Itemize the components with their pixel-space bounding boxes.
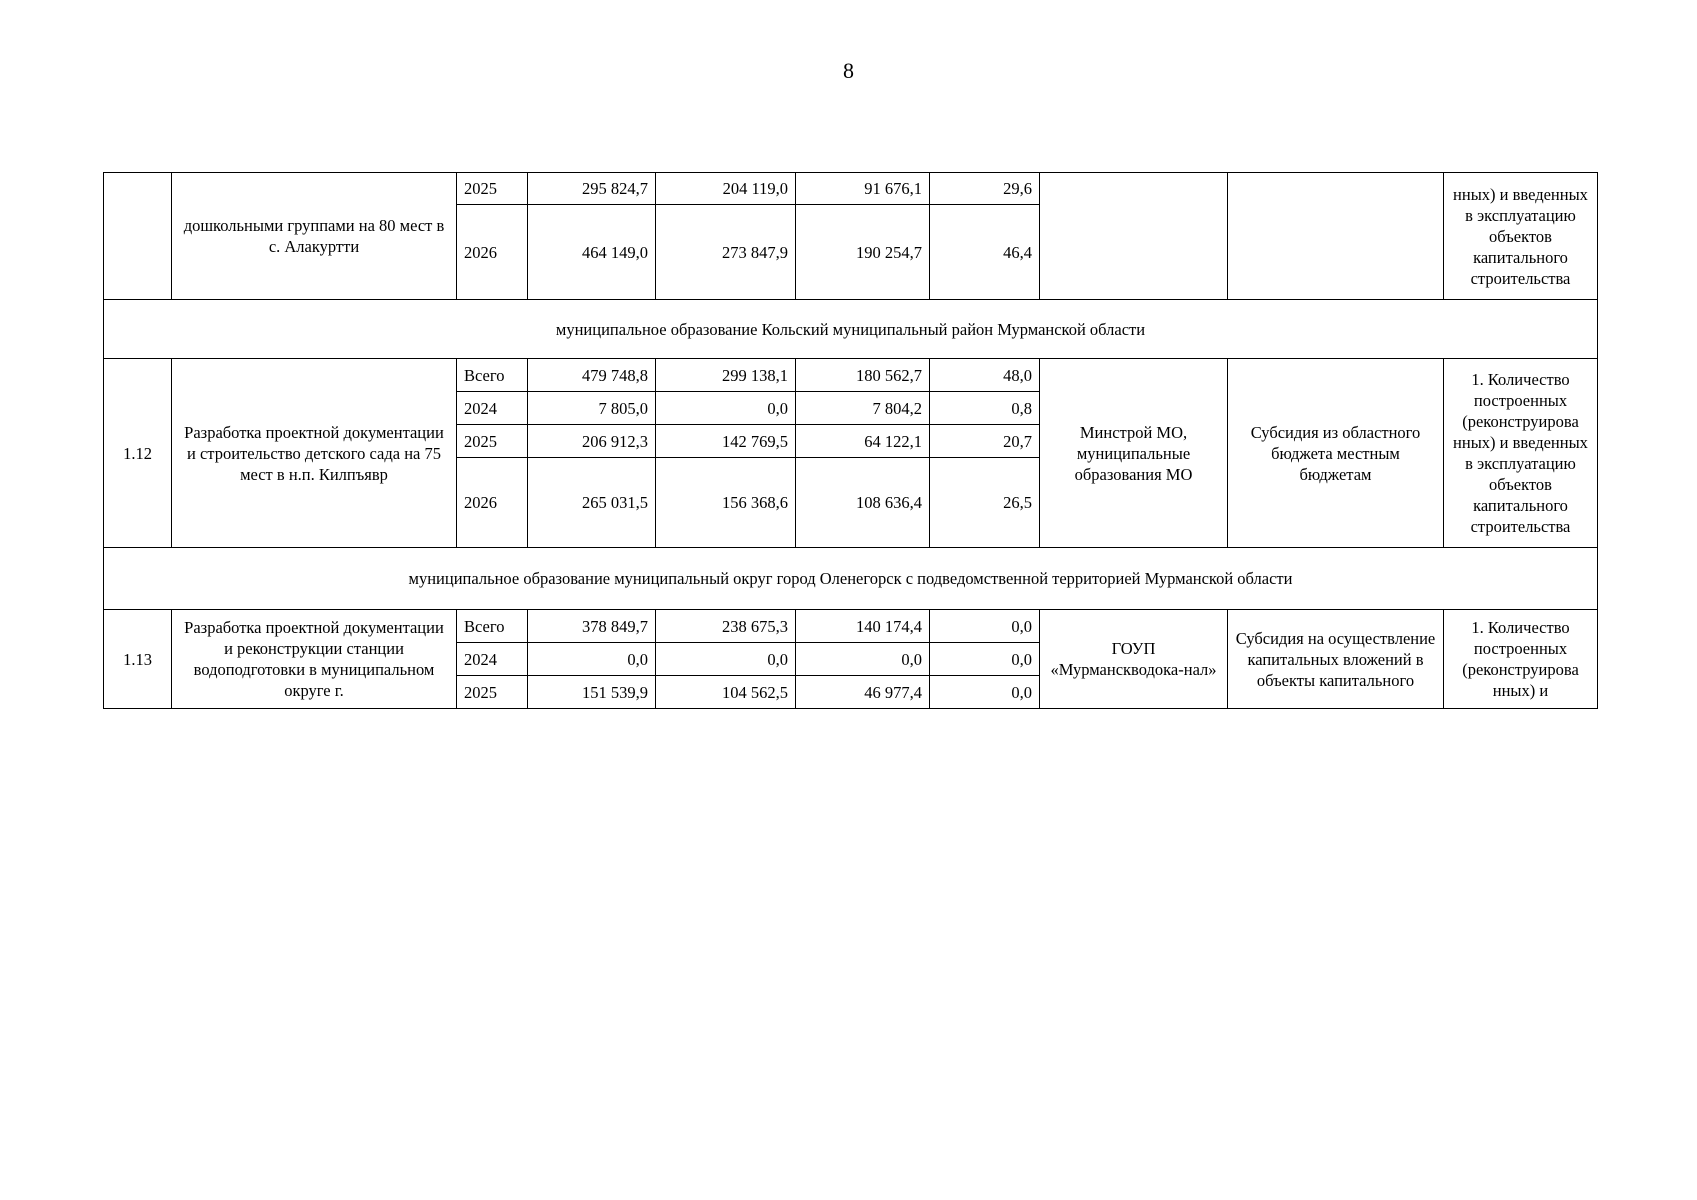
regional-cell: 299 138,1 (656, 359, 796, 392)
local-cell: 0,0 (930, 676, 1040, 709)
federal-cell: 46 977,4 (796, 676, 930, 709)
local-cell: 0,0 (930, 610, 1040, 643)
regional-cell: 142 769,5 (656, 425, 796, 458)
table-row (104, 173, 1598, 205)
regional-cell: 238 675,3 (656, 610, 796, 643)
regional-cell: 273 847,9 (656, 205, 796, 300)
item-number-cell (104, 173, 172, 300)
federal-cell: 0,0 (796, 643, 930, 676)
year-cell: 2026 (457, 205, 528, 300)
section-title: муниципальное образование муниципальный округ город Оленегорск с подведомственной территорией Мурманской области (104, 548, 1598, 610)
total-cell: 464 149,0 (528, 205, 656, 300)
total-cell: 479 748,8 (528, 359, 656, 392)
year-cell: 2025 (457, 173, 528, 205)
local-cell: 48,0 (930, 359, 1040, 392)
indicator-cell: 1. Количество построенных (реконструирова нных) и (1444, 610, 1598, 709)
regional-cell: 0,0 (656, 392, 796, 425)
year-cell: 2024 (457, 392, 528, 425)
federal-cell: 140 174,4 (796, 610, 930, 643)
federal-cell: 64 122,1 (796, 425, 930, 458)
budget-table (103, 172, 1598, 709)
federal-cell: 7 804,2 (796, 392, 930, 425)
executor-cell: Минстрой МО, муниципальные образования МО (1040, 359, 1228, 548)
year-cell: 2025 (457, 425, 528, 458)
total-cell: 295 824,7 (528, 173, 656, 205)
total-cell: 265 031,5 (528, 458, 656, 548)
indicator-cell: нных) и введенных в эксплуатацию объектов капитального строительства (1444, 173, 1598, 300)
indicator-cell: 1. Количество построенных (реконструирова нных) и введенных в эксплуатацию объектов капитального строительства (1444, 359, 1598, 548)
total-cell: 7 805,0 (528, 392, 656, 425)
page-number: 8 (843, 58, 854, 83)
year-cell: 2024 (457, 643, 528, 676)
federal-cell: 190 254,7 (796, 205, 930, 300)
regional-cell: 204 119,0 (656, 173, 796, 205)
regional-cell: 0,0 (656, 643, 796, 676)
section-title: муниципальное образование Кольский муниципальный район Мурманской области (104, 300, 1598, 359)
regional-cell: 156 368,6 (656, 458, 796, 548)
total-cell: 151 539,9 (528, 676, 656, 709)
year-cell: Всего (457, 359, 528, 392)
table-row (104, 610, 1598, 643)
local-cell: 46,4 (930, 205, 1040, 300)
regional-cell: 104 562,5 (656, 676, 796, 709)
total-cell: 378 849,7 (528, 610, 656, 643)
table-row (104, 359, 1598, 392)
executor-cell (1040, 173, 1228, 300)
year-cell: 2025 (457, 676, 528, 709)
section-row (104, 548, 1598, 610)
local-cell: 0,8 (930, 392, 1040, 425)
item-name-cell: Разработка проектной документации и строительство детского сада на 75 мест в н.п. Килпъявр (172, 359, 457, 548)
local-cell: 0,0 (930, 643, 1040, 676)
mechanism-cell: Субсидия из областного бюджета местным бюджетам (1228, 359, 1444, 548)
federal-cell: 91 676,1 (796, 173, 930, 205)
federal-cell: 180 562,7 (796, 359, 930, 392)
mechanism-cell: Субсидия на осуществление капитальных вложений в объекты капитального (1228, 610, 1444, 709)
federal-cell: 108 636,4 (796, 458, 930, 548)
local-cell: 29,6 (930, 173, 1040, 205)
item-name-cell: Разработка проектной документации и реконструкции станции водоподготовки в муниципальном округе г. (172, 610, 457, 709)
year-cell: Всего (457, 610, 528, 643)
total-cell: 206 912,3 (528, 425, 656, 458)
local-cell: 20,7 (930, 425, 1040, 458)
total-cell: 0,0 (528, 643, 656, 676)
item-name-cell: дошкольными группами на 80 мест в с. Алакуртти (172, 173, 457, 300)
year-cell: 2026 (457, 458, 528, 548)
item-number-cell: 1.12 (104, 359, 172, 548)
local-cell: 26,5 (930, 458, 1040, 548)
section-row (104, 300, 1598, 359)
mechanism-cell (1228, 173, 1444, 300)
executor-cell: ГОУП «Мурманскводока-нал» (1040, 610, 1228, 709)
item-number-cell: 1.13 (104, 610, 172, 709)
